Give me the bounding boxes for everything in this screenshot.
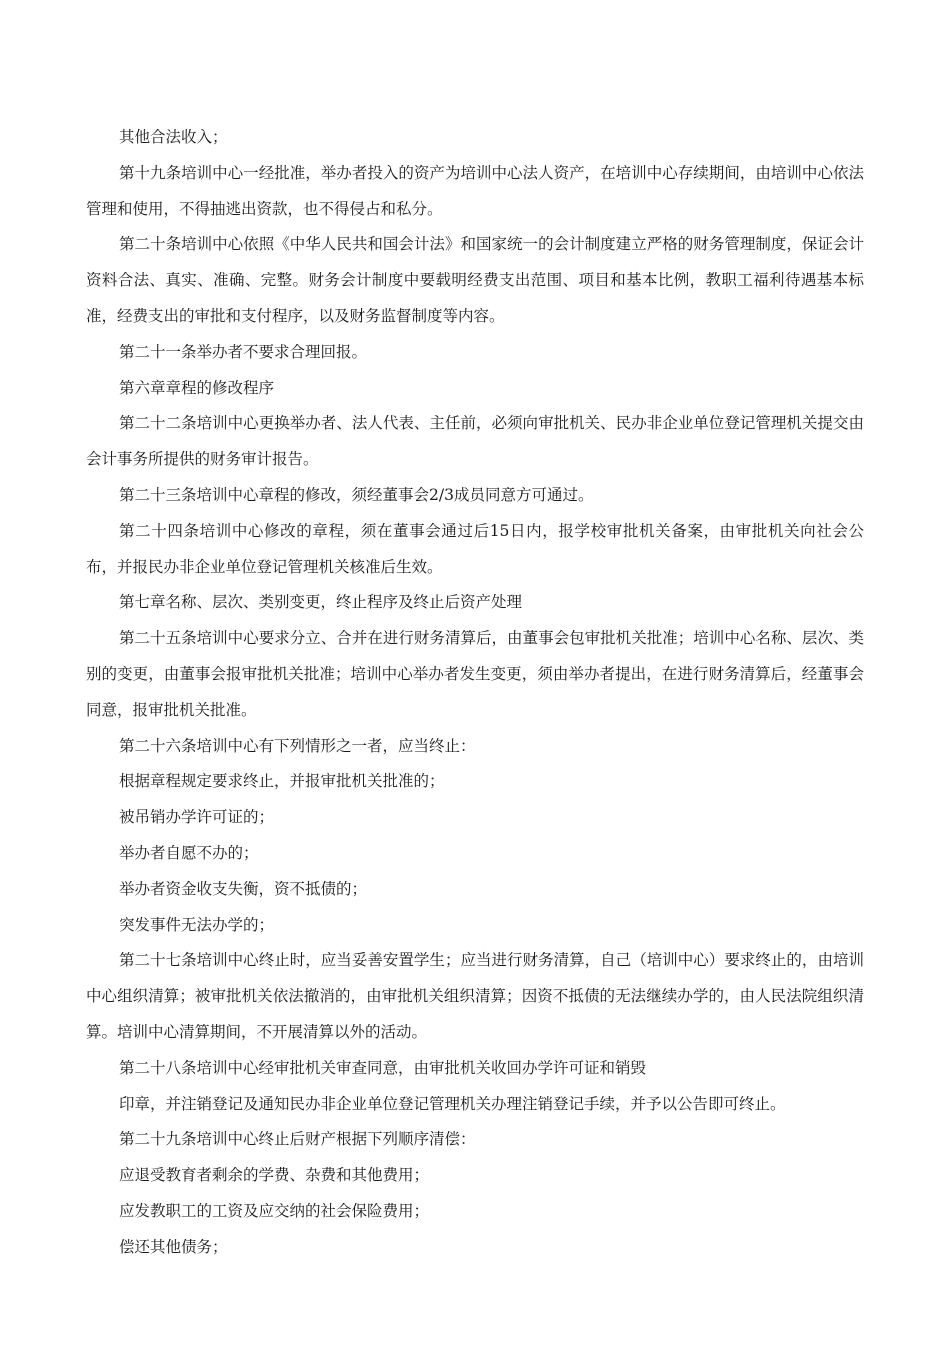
list-item: 偿还其他债务； [119,1237,228,1256]
chapter-heading: 第六章章程的修改程序 [119,378,275,397]
list-item: 应退受教育者剩余的学费、杂费和其他费用； [119,1166,430,1185]
document-body [86,120,864,1266]
paragraph: 第二十一条举办者不要求合理回报。 [119,342,368,361]
list-item: 举办者自愿不办的； [119,843,259,862]
paragraph: 印章，并注销登记及通知民办非企业单位登记管理机关办理注销登记手续，并予以公告即可终止。 [119,1094,786,1113]
list-item: 突发事件无法办学的； [119,915,275,934]
paragraph: 第十九条培训中心一经批准，举办者投入的资产为培训中心法人资产，在培训中心存续期间，由培训中心依法管理和使用，不得抽逃出资款，也不得侵占和私分。 [86,163,864,218]
list-item: 应发教职工的工资及应交纳的社会保险费用； [119,1201,430,1220]
paragraph: 第二十五条培训中心要求分立、合并在进行财务清算后，由董事会包审批机关批准；培训中心名称、层次、类别的变更，由董事会报审批机关批准；培训中心举办者发生变更，须由举办者提出，在进行财务清算后，经董事会同意，报审批机关批准。 [86,629,864,719]
paragraph: 第二十八条培训中心经审批机关审查同意，由审批机关收回办学许可证和销毁 [119,1058,647,1077]
chapter-heading: 第七章名称、层次、类别变更，终止程序及终止后资产处理 [119,593,523,612]
list-item: 被吊销办学许可证的； [119,808,275,827]
list-item: 举办者资金收支失衡，资不抵债的； [119,879,368,898]
paragraph: 第二十条培训中心依照《中华人民共和国会计法》和国家统一的会计制度建立严格的财务管理制度，保证会计资料合法、真实、准确、完整。财务会计制度中要载明经费支出范围、项目和基本比例，教职工福利待遇基本标准，经费支出的审批和支付程序，以及财务监督制度等内容。 [86,235,864,325]
paragraph: 第二十二条培训中心更换举办者、法人代表、主任前，必须向审批机关、民办非企业单位登记管理机关提交由会计事务所提供的财务审计报告。 [86,414,864,469]
paragraph: 第二十九条培训中心终止后财产根据下列顺序清偿： [119,1130,476,1149]
paragraph: 第二十六条培训中心有下列情形之一者，应当终止： [119,736,476,755]
paragraph: 第二十三条培训中心章程的修改，须经董事会2/3成员同意方可通过。 [119,485,594,504]
list-item: 根据章程规定要求终止，并报审批机关批准的； [119,772,445,791]
paragraph: 其他合法收入； [119,128,228,146]
paragraph: 第二十四条培训中心修改的章程，须在董事会通过后15日内，报学校审批机关备案，由审批机关向社会公布，并报民办非企业单位登记管理机关核准后生效。 [86,521,864,576]
paragraph: 第二十七条培训中心终止时，应当妥善安置学生；应当进行财务清算，自己（培训中心）要求终止的，由培训中心组织清算；被审批机关依法撤消的，由审批机关组织清算；因资不抵债的无法继续办学的，由人民法院组织清算。培训中心清算期间，不开展清算以外的活动。 [86,951,864,1041]
